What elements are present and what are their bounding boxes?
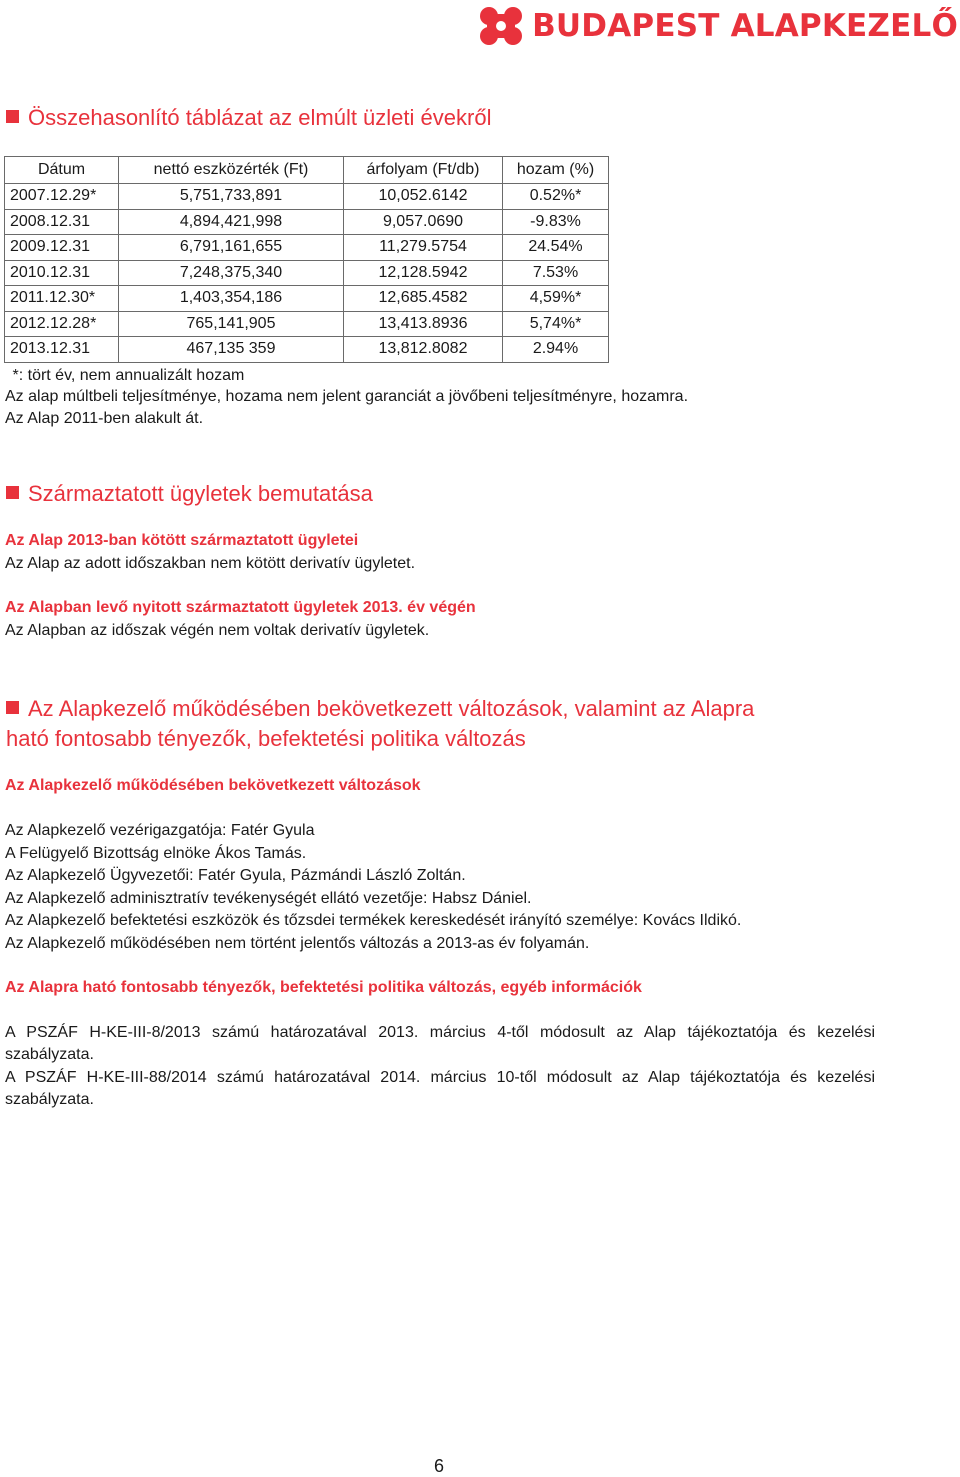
- table-row: [5, 260, 609, 286]
- page-number: 6: [433, 1456, 444, 1476]
- table-cell: -9.83%: [503, 209, 609, 235]
- brand-name: BUDAPEST ALAPKEZELŐ: [532, 8, 958, 44]
- table-cell: 6,791,161,655: [119, 235, 344, 261]
- management-line: Az Alapkezelő Ügyvezetői: Fatér Gyula, Pázmándi László Zoltán.: [5, 867, 466, 884]
- table-row: [5, 286, 609, 312]
- management-line: A Felügyelő Bizottság elnöke Ákos Tamás.: [5, 845, 307, 862]
- table-cell: 4,59%*: [503, 286, 609, 312]
- table-cell: 11,279.5754: [344, 235, 503, 261]
- table-cell: 13,812.8082: [344, 337, 503, 363]
- table-row: [5, 209, 609, 235]
- management-changes-heading: Az Alapkezelő működésében bekövetkezett változások: [5, 777, 421, 794]
- table-cell: 9,057.0690: [344, 209, 503, 235]
- bullet-square-icon: [6, 701, 19, 714]
- derivatives-2013-heading: Az Alap 2013-ban kötött származtatott ügyletei: [5, 532, 359, 549]
- table-cell: 2010.12.31: [5, 260, 119, 286]
- comparison-table: [4, 156, 609, 389]
- table-header-cell: Dátum: [5, 157, 119, 184]
- table-cell: 2.94%: [503, 337, 609, 363]
- section-title-changes: Az Alapkezelő működésében bekövetkezett változások, valamint az Alapra: [6, 694, 754, 724]
- table-cell: 12,128.5942: [344, 260, 503, 286]
- table-cell: 24.54%: [503, 235, 609, 261]
- table-cell: 5,74%*: [503, 311, 609, 337]
- open-derivatives-heading: Az Alapban levő nyitott származtatott ügyletek 2013. év végén: [5, 599, 476, 616]
- table-cell: 0.52%*: [503, 184, 609, 210]
- management-line: Az Alapkezelő vezérigazgatója: Fatér Gyula: [5, 822, 315, 839]
- disclaimer-text: Az alap múltbeli teljesítménye, hozama nem jelent garanciát a jövőbeni teljesítményre, hozamra.: [5, 388, 689, 405]
- table-cell: 467,135 359: [119, 337, 344, 363]
- table-cell: 2013.12.31: [5, 337, 119, 363]
- table-cell: 765,141,905: [119, 311, 344, 337]
- table-cell: 2012.12.28*: [5, 311, 119, 337]
- table-cell: 13,413.8936: [344, 311, 503, 337]
- management-line: Az Alapkezelő működésében nem történt jelentős változás a 2013-as év folyamán.: [5, 935, 590, 952]
- table-note: *: tört év, nem annualizált hozam: [12, 366, 245, 384]
- regulation-paragraph-1: A PSZÁF H-KE-III-8/2013 számú határozatával 2013. március 4-től módosult az Alap tájékoztatója és kezelési szabályzata.: [5, 1024, 875, 1063]
- factors-heading: Az Alapra ható fontosabb tényezők, befektetési politika változás, egyéb információk: [5, 979, 642, 996]
- section-title-changes-line2: ható fontosabb tényezők, befektetési politika változás: [6, 726, 526, 751]
- table-row: [5, 337, 609, 363]
- table-cell: 2009.12.31: [5, 235, 119, 261]
- table-cell: 2007.12.29*: [5, 184, 119, 210]
- table-row: [5, 184, 609, 210]
- table-cell: 1,403,354,186: [119, 286, 344, 312]
- table-header-row: [5, 157, 609, 184]
- table-header-cell: hozam (%): [503, 157, 609, 184]
- table-cell: 2011.12.30*: [5, 286, 119, 312]
- table-row: [5, 311, 609, 337]
- table-cell: 5,751,733,891: [119, 184, 344, 210]
- section-title-derivatives: Származtatott ügyletek bemutatása: [6, 479, 373, 509]
- management-line: Az Alapkezelő adminisztratív tevékenységét ellátó vezetője: Habsz Dániel.: [5, 890, 532, 907]
- derivatives-2013-text: Az Alap az adott időszakban nem kötött derivatív ügyletet.: [5, 555, 416, 572]
- table-header-cell: nettó eszközérték (Ft): [119, 157, 344, 184]
- section-title-comparison: Összehasonlító táblázat az elmúlt üzleti évekről: [6, 103, 491, 133]
- transformation-text: Az Alap 2011-ben alakult át.: [5, 410, 204, 427]
- budapest-logo-icon: [478, 6, 524, 46]
- table-note-row: [5, 362, 609, 389]
- table-cell: 7.53%: [503, 260, 609, 286]
- regulation-paragraph-2: A PSZÁF H-KE-III-88/2014 számú határozatával 2014. március 10-től módosult az Alap tájékoztatója és kezelési szabályzata.: [5, 1069, 875, 1108]
- table-cell: 2008.12.31: [5, 209, 119, 235]
- open-derivatives-text: Az Alapban az időszak végén nem voltak derivatív ügyletek.: [5, 622, 430, 639]
- bullet-square-icon: [6, 486, 19, 499]
- table-cell: 12,685.4582: [344, 286, 503, 312]
- table-row: [5, 235, 609, 261]
- table-cell: 7,248,375,340: [119, 260, 344, 286]
- bullet-square-icon: [6, 110, 19, 123]
- table-header-cell: árfolyam (Ft/db): [344, 157, 503, 184]
- table-cell: 4,894,421,998: [119, 209, 344, 235]
- brand-header: [478, 6, 958, 46]
- management-line: Az Alapkezelő befektetési eszközök és tőzsdei termékek kereskedését irányító személye: Kovács Ildikó.: [5, 912, 742, 929]
- table-cell: 10,052.6142: [344, 184, 503, 210]
